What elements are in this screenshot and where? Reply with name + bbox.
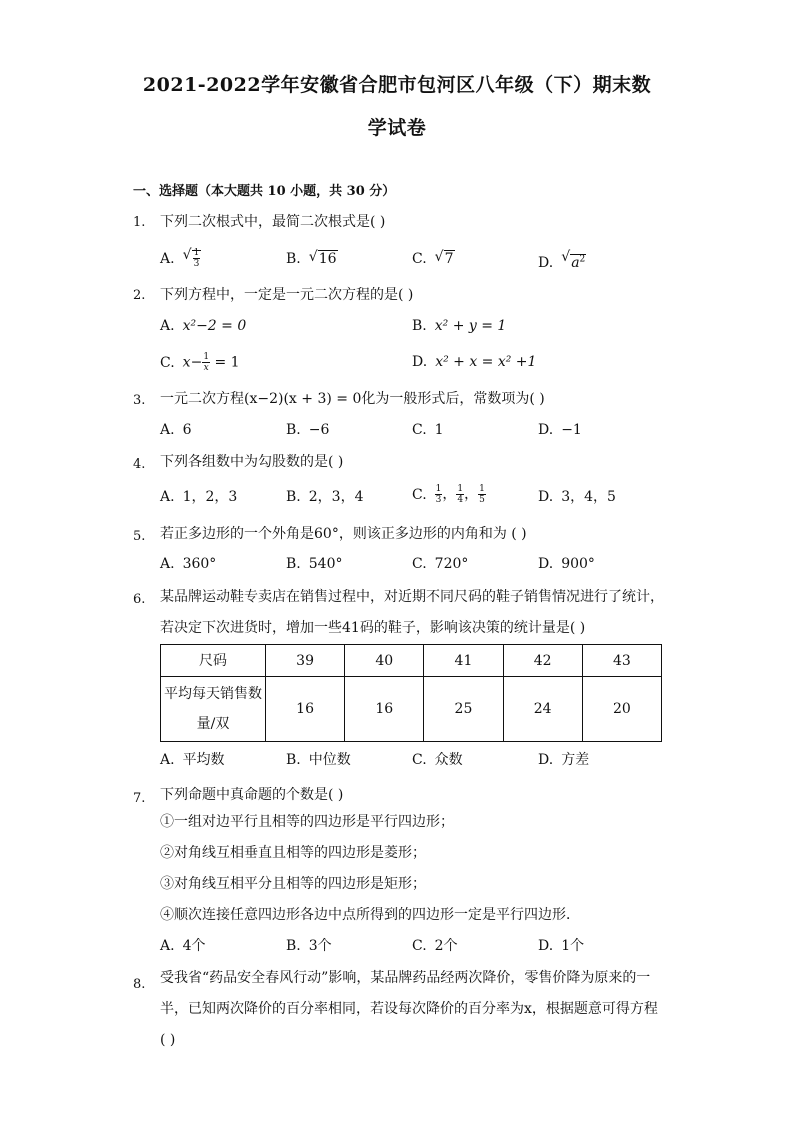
option-label: D. bbox=[538, 422, 554, 438]
option-label: B. bbox=[286, 422, 301, 438]
fraction-numerator: 1 bbox=[479, 484, 485, 494]
option-value: 中位数 bbox=[308, 752, 351, 768]
fraction-denominator: 3 bbox=[435, 495, 442, 505]
option-c bbox=[412, 250, 455, 268]
radicand: 7 bbox=[444, 251, 454, 267]
equation: x² + y = 1 bbox=[434, 318, 507, 334]
table-header-cell: 39 bbox=[266, 645, 345, 677]
fraction-denominator: 4 bbox=[457, 495, 464, 505]
row-label-line-1: 平均每天销售数 bbox=[164, 686, 262, 702]
option-value: 900° bbox=[561, 556, 595, 572]
question-text: 若正多边形的一个外角是60°，则该正多边形的内角和为 ( ) bbox=[160, 526, 527, 542]
sqrt-expression: √ $\frac{1}{3}$ bbox=[182, 247, 200, 269]
option-d bbox=[412, 353, 536, 371]
option-label: A. bbox=[160, 318, 175, 334]
question-text: 下列方程中，一定是一元二次方程的是( ) bbox=[160, 287, 414, 303]
table-header-row bbox=[161, 645, 662, 677]
option-a bbox=[160, 317, 246, 335]
option-label: D. bbox=[538, 254, 554, 271]
exam-title-line-2: 学试卷 bbox=[367, 117, 427, 139]
table-header-cell: 41 bbox=[424, 645, 503, 677]
radicand: 16 bbox=[318, 251, 337, 267]
option-label: A. bbox=[160, 752, 175, 768]
equation-part: x− bbox=[182, 354, 203, 371]
option-value: 1，2，3 bbox=[182, 489, 238, 505]
option-value: −6 bbox=[308, 422, 330, 438]
option-label: C. bbox=[412, 938, 427, 954]
option-label: B. bbox=[412, 318, 427, 334]
question-text-continued: 若决定下次进货时，增加一些41码的鞋子，影响该决策的统计量是( ) bbox=[160, 620, 586, 636]
option-b bbox=[286, 555, 342, 573]
option-a bbox=[160, 937, 205, 955]
question-text: 下列命题中真命题的个数是( ) bbox=[160, 787, 344, 803]
option-value: −1 bbox=[561, 422, 582, 438]
option-label: B. bbox=[286, 556, 301, 572]
option-b bbox=[286, 937, 332, 955]
option-label: D. bbox=[538, 556, 554, 572]
fraction-numerator: 1 bbox=[457, 484, 464, 494]
option-label: B. bbox=[286, 251, 301, 267]
option-label: C. bbox=[412, 556, 427, 572]
option-b bbox=[286, 250, 338, 268]
option-label: C. bbox=[412, 251, 427, 267]
option-label: D. bbox=[538, 938, 554, 954]
proposition-item: ②对角线互相垂直且相等的四边形是菱形； bbox=[160, 845, 426, 861]
option-label: D. bbox=[412, 354, 428, 370]
table-header-cell: 尺码 bbox=[161, 645, 266, 677]
question-number: 2. bbox=[133, 288, 146, 303]
option-b bbox=[286, 421, 329, 439]
question-text: 受我省“药品安全春风行动”影响，某品牌药品经两次降价，零售价降为原来的一 bbox=[160, 970, 651, 986]
table-header-cell: 40 bbox=[345, 645, 424, 677]
size-sales-table bbox=[160, 644, 662, 742]
option-value: 1 bbox=[434, 422, 444, 438]
option-value: 3，4，5 bbox=[561, 489, 616, 505]
option-a bbox=[160, 555, 216, 573]
option-label: C. bbox=[412, 752, 427, 768]
sqrt-expression: √ 16 bbox=[308, 249, 337, 267]
question-number: 5. bbox=[133, 529, 146, 544]
question-number: 4. bbox=[133, 457, 146, 472]
option-a bbox=[160, 421, 191, 439]
option-label: B. bbox=[286, 489, 301, 505]
option-label: C. bbox=[160, 354, 175, 371]
exam-title-line-1: 2021-2022学年安徽省合肥市包河区八年级（下）期末数 bbox=[142, 74, 652, 96]
question-number: 8. bbox=[133, 977, 146, 992]
option-value: 方差 bbox=[561, 752, 590, 768]
question-number: 7. bbox=[133, 791, 146, 806]
option-label: A. bbox=[160, 250, 175, 267]
option-label: B. bbox=[286, 752, 301, 768]
option-value: 4个 bbox=[182, 938, 206, 954]
option-label: C. bbox=[412, 486, 427, 503]
option-d bbox=[538, 421, 582, 439]
option-value: 360° bbox=[182, 556, 217, 572]
section-heading: 一、选择题（本大题共 10 小题，共 30 分） bbox=[133, 184, 396, 199]
exponent: 2 bbox=[579, 254, 586, 264]
proposition-item: ④顺次连接任意四边形各边中点所得到的四边形一定是平行四边形． bbox=[160, 907, 580, 923]
option-label: D. bbox=[538, 489, 554, 505]
option-d bbox=[538, 751, 589, 769]
option-value: 1个 bbox=[561, 938, 585, 954]
table-cell: 25 bbox=[424, 677, 503, 742]
table-header-cell: 43 bbox=[582, 645, 661, 677]
table-cell: 16 bbox=[345, 677, 424, 742]
option-d bbox=[538, 250, 586, 272]
equation: x²−2 = 0 bbox=[182, 318, 247, 334]
option-value: 2个 bbox=[434, 938, 458, 954]
question-text: 某品牌运动鞋专卖店在销售过程中，对近期不同尺码的鞋子销售情况进行了统计， bbox=[160, 589, 664, 605]
option-a bbox=[160, 248, 201, 269]
question-number: 6. bbox=[133, 592, 146, 607]
option-label: A. bbox=[160, 422, 175, 438]
fraction-denominator: 3 bbox=[193, 259, 200, 269]
option-c: C. $\frac{1}{3}$ ， $\frac{1}{4}$ ， $\frac{1}{5}$ bbox=[412, 484, 485, 505]
option-label: A. bbox=[160, 489, 175, 505]
fraction-denominator: 5 bbox=[479, 495, 485, 505]
fraction-numerator: 1 bbox=[203, 352, 210, 362]
fraction-numerator: 1 bbox=[193, 248, 200, 258]
option-b bbox=[286, 488, 363, 506]
option-c bbox=[412, 751, 463, 769]
question-number: 1. bbox=[133, 215, 146, 230]
question-text: 一元二次方程(x−2)(x + 3) = 0化为一般形式后，常数项为( ) bbox=[160, 391, 545, 407]
option-label: B. bbox=[286, 938, 301, 954]
fraction-denominator: x bbox=[203, 363, 209, 373]
option-label: C. bbox=[412, 422, 427, 438]
table-header-cell: 42 bbox=[503, 645, 582, 677]
option-a bbox=[160, 488, 237, 506]
proposition-item: ①一组对边平行且相等的四边形是平行四边形； bbox=[160, 814, 454, 830]
equation-part: = 1 bbox=[210, 354, 240, 371]
sqrt-expression: √ $a^2$ bbox=[561, 249, 586, 271]
option-d bbox=[538, 937, 584, 955]
option-value: 平均数 bbox=[182, 752, 225, 768]
option-c bbox=[412, 555, 468, 573]
option-b bbox=[412, 317, 506, 335]
option-d bbox=[538, 488, 616, 506]
option-c bbox=[412, 937, 458, 955]
question-text: 下列各组数中为勾股数的是( ) bbox=[160, 454, 344, 470]
table-row bbox=[161, 677, 662, 742]
radicand: a bbox=[571, 254, 580, 271]
option-c bbox=[412, 421, 444, 439]
option-c bbox=[160, 352, 240, 373]
option-value: 3个 bbox=[308, 938, 332, 954]
option-value: 720° bbox=[434, 556, 469, 572]
question-text: 下列二次根式中，最简二次根式是( ) bbox=[160, 214, 386, 230]
option-d bbox=[538, 555, 595, 573]
proposition-item: ③对角线互相平分且相等的四边形是矩形； bbox=[160, 876, 426, 892]
option-b bbox=[286, 751, 351, 769]
table-cell: 20 bbox=[582, 677, 661, 742]
row-label-line-2: 量/双 bbox=[196, 716, 230, 732]
option-value: 2，3，4 bbox=[308, 489, 364, 505]
question-number: 3. bbox=[133, 393, 146, 408]
option-label: A. bbox=[160, 938, 175, 954]
question-text-continued: ( ) bbox=[160, 1032, 176, 1048]
option-a bbox=[160, 751, 225, 769]
option-value: 6 bbox=[182, 422, 192, 438]
option-value: 众数 bbox=[434, 752, 463, 768]
table-cell: 24 bbox=[503, 677, 582, 742]
equation: x² + x = x² +1 bbox=[435, 354, 537, 370]
fraction-numerator: 1 bbox=[435, 484, 442, 494]
option-label: A. bbox=[160, 556, 175, 572]
option-label: D. bbox=[538, 752, 554, 768]
table-row-label bbox=[161, 677, 266, 742]
option-value: 540° bbox=[308, 556, 343, 572]
question-text-continued: 半，已知两次降价的百分率相同，若设每次降价的百分率为x，根据题意可得方程 bbox=[160, 1001, 658, 1017]
sqrt-expression: √ 7 bbox=[434, 249, 454, 267]
table-cell: 16 bbox=[266, 677, 345, 742]
